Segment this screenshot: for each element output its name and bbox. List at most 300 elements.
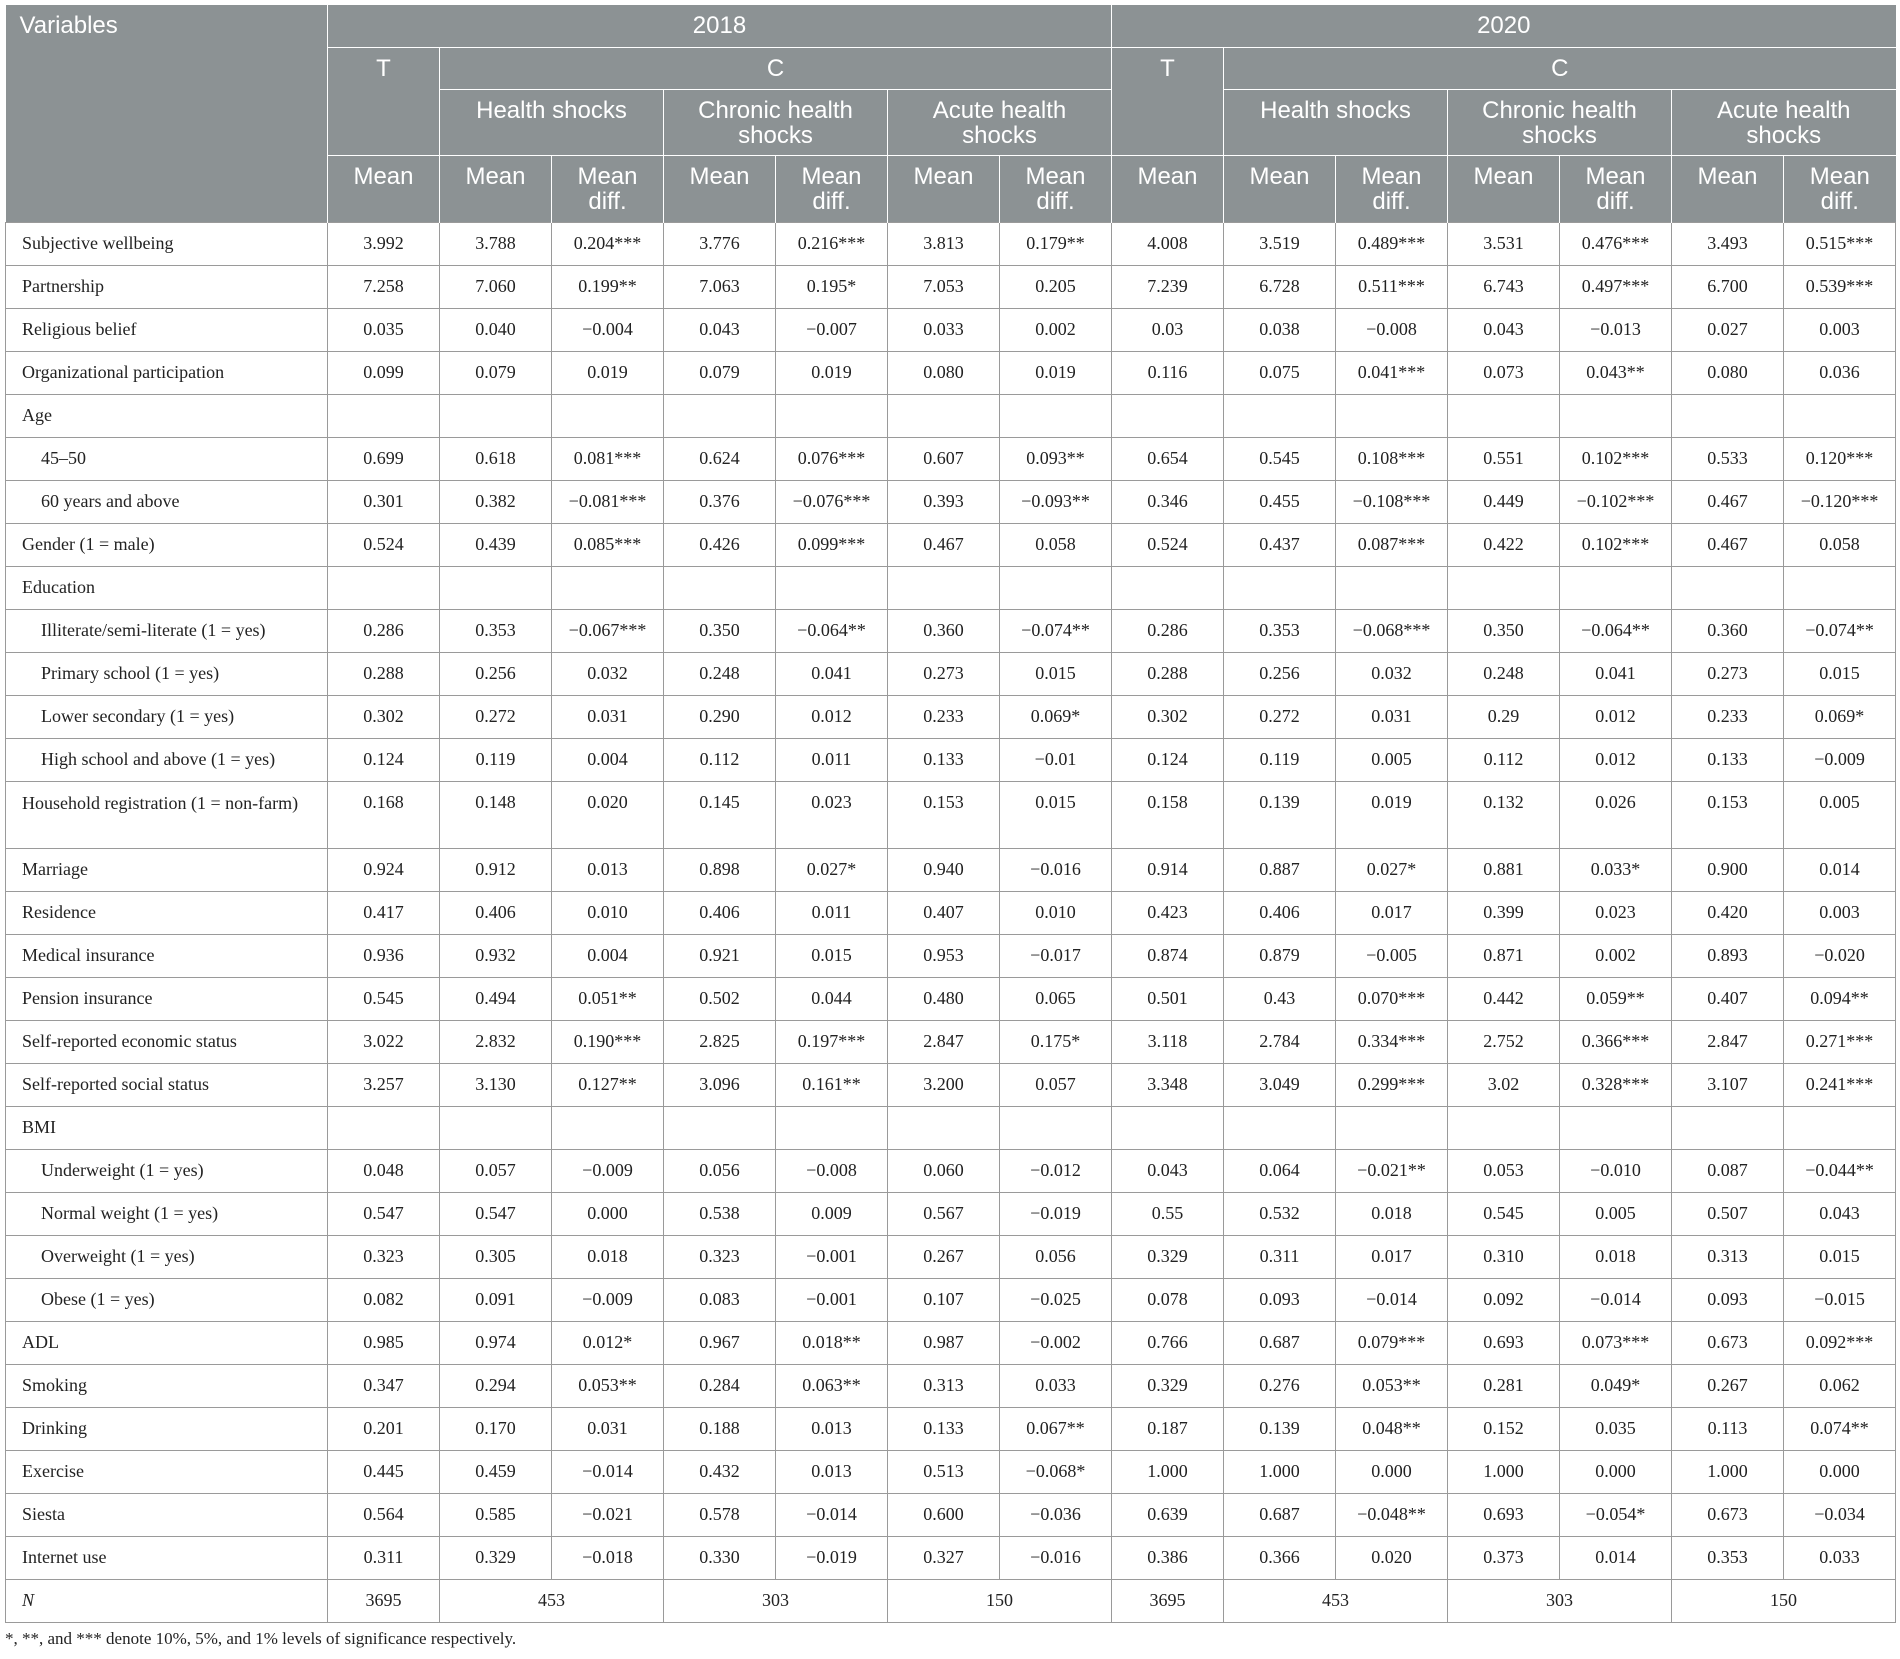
table-cell bbox=[1224, 566, 1336, 609]
table-cell: −0.014 bbox=[1336, 1278, 1448, 1321]
table-cell: −0.064** bbox=[776, 609, 888, 652]
mean-diff-column-header: Mean diff. bbox=[776, 155, 888, 222]
table-cell: 0.330 bbox=[664, 1536, 776, 1579]
table-cell: 0.216*** bbox=[776, 222, 888, 265]
table-cell: 0.407 bbox=[888, 891, 1000, 934]
table-cell: 0.041 bbox=[776, 652, 888, 695]
table-row bbox=[6, 566, 1896, 609]
table-cell: −0.009 bbox=[1784, 738, 1896, 781]
table-row bbox=[6, 695, 1896, 738]
table-cell: 0.366 bbox=[1224, 1536, 1336, 1579]
table-cell: 0.205 bbox=[1000, 265, 1112, 308]
table-cell: 6.700 bbox=[1672, 265, 1784, 308]
mean-column-header: Mean bbox=[1448, 155, 1560, 222]
table-cell: 0.175* bbox=[1000, 1020, 1112, 1063]
table-cell: 0.033 bbox=[1000, 1364, 1112, 1407]
table-cell: −0.001 bbox=[776, 1278, 888, 1321]
table-cell: 0.060 bbox=[888, 1149, 1000, 1192]
table-cell: 0.480 bbox=[888, 977, 1000, 1020]
table-cell: 0.081*** bbox=[552, 437, 664, 480]
table-cell: 0.350 bbox=[1448, 609, 1560, 652]
table-cell: 0.023 bbox=[776, 781, 888, 848]
table-cell: 2.825 bbox=[664, 1020, 776, 1063]
table-cell: 0.170 bbox=[440, 1407, 552, 1450]
mean-column-header: Mean bbox=[1224, 155, 1336, 222]
table-cell: 0.524 bbox=[328, 523, 440, 566]
table-cell: 0.079 bbox=[440, 351, 552, 394]
table-cell: 0.053 bbox=[1448, 1149, 1560, 1192]
table-cell: 3.118 bbox=[1112, 1020, 1224, 1063]
table-cell: 0.002 bbox=[1560, 934, 1672, 977]
table-cell: 0.373 bbox=[1448, 1536, 1560, 1579]
table-cell: 0.009 bbox=[776, 1192, 888, 1235]
table-cell: 0.087 bbox=[1672, 1149, 1784, 1192]
table-row bbox=[6, 1278, 1896, 1321]
table-cell bbox=[1000, 1106, 1112, 1149]
table-cell: 0.124 bbox=[1112, 738, 1224, 781]
table-cell bbox=[440, 566, 552, 609]
row-label: Primary school (1 = yes) bbox=[6, 652, 328, 695]
table-row bbox=[6, 1321, 1896, 1364]
table-cell: 0.328*** bbox=[1560, 1063, 1672, 1106]
table-cell: 0.153 bbox=[1672, 781, 1784, 848]
table-cell: 0.069* bbox=[1784, 695, 1896, 738]
table-cell: 0.035 bbox=[328, 308, 440, 351]
table-cell: 0.014 bbox=[1560, 1536, 1672, 1579]
table-cell: 0.058 bbox=[1784, 523, 1896, 566]
table-cell: 0.057 bbox=[440, 1149, 552, 1192]
table-cell: 0.467 bbox=[1672, 480, 1784, 523]
table-cell: 0.023 bbox=[1560, 891, 1672, 934]
table-cell: 3.531 bbox=[1448, 222, 1560, 265]
table-cell: 0.310 bbox=[1448, 1235, 1560, 1278]
row-label: Gender (1 = male) bbox=[6, 523, 328, 566]
table-cell: 0.082 bbox=[328, 1278, 440, 1321]
table-cell bbox=[1672, 566, 1784, 609]
table-cell bbox=[1112, 1106, 1224, 1149]
table-cell: −0.019 bbox=[776, 1536, 888, 1579]
table-cell: −0.009 bbox=[552, 1149, 664, 1192]
table-cell: 0.437 bbox=[1224, 523, 1336, 566]
health-shocks-header-2018: Health shocks bbox=[440, 89, 664, 155]
mean-column-header: Mean bbox=[1672, 155, 1784, 222]
table-cell: 0.139 bbox=[1224, 781, 1336, 848]
mean-column-header: Mean bbox=[888, 155, 1000, 222]
table-cell bbox=[664, 394, 776, 437]
table-cell: 0.190*** bbox=[552, 1020, 664, 1063]
table-row bbox=[6, 394, 1896, 437]
row-label: Normal weight (1 = yes) bbox=[6, 1192, 328, 1235]
mean-column-header: Mean bbox=[664, 155, 776, 222]
table-cell: 0.288 bbox=[328, 652, 440, 695]
table-cell: 0.924 bbox=[328, 848, 440, 891]
table-cell: 0.898 bbox=[664, 848, 776, 891]
table-cell: −0.025 bbox=[1000, 1278, 1112, 1321]
table-cell: −0.012 bbox=[1000, 1149, 1112, 1192]
sample-size-cell: 150 bbox=[888, 1579, 1112, 1622]
table-cell bbox=[1784, 566, 1896, 609]
table-cell: 0.005 bbox=[1784, 781, 1896, 848]
table-cell: 0.015 bbox=[1784, 652, 1896, 695]
row-label: Overweight (1 = yes) bbox=[6, 1235, 328, 1278]
table-cell: 3.348 bbox=[1112, 1063, 1224, 1106]
table-cell: 0.350 bbox=[664, 609, 776, 652]
table-cell: 0.693 bbox=[1448, 1493, 1560, 1536]
table-cell: 0.422 bbox=[1448, 523, 1560, 566]
mean-diff-column-header: Mean diff. bbox=[1560, 155, 1672, 222]
table-cell: 0.012 bbox=[1560, 695, 1672, 738]
row-label: Pension insurance bbox=[6, 977, 328, 1020]
table-row bbox=[6, 934, 1896, 977]
table-cell: −0.120*** bbox=[1784, 480, 1896, 523]
table-cell: 0.069* bbox=[1000, 695, 1112, 738]
table-cell: 0.076*** bbox=[776, 437, 888, 480]
table-cell: 0.311 bbox=[328, 1536, 440, 1579]
table-cell: 0.545 bbox=[328, 977, 440, 1020]
table-cell: 0.382 bbox=[440, 480, 552, 523]
row-label: Self-reported economic status bbox=[6, 1020, 328, 1063]
table-cell: 0.000 bbox=[552, 1192, 664, 1235]
table-cell: 0.607 bbox=[888, 437, 1000, 480]
table-cell: 0.940 bbox=[888, 848, 1000, 891]
table-cell: −0.020 bbox=[1784, 934, 1896, 977]
year-2020-header: 2020 bbox=[1112, 5, 1896, 47]
table-cell: 0.018** bbox=[776, 1321, 888, 1364]
mean-diff-column-header: Mean diff. bbox=[1784, 155, 1896, 222]
table-cell bbox=[888, 566, 1000, 609]
table-cell: 0.524 bbox=[1112, 523, 1224, 566]
table-cell: 0.092*** bbox=[1784, 1321, 1896, 1364]
table-cell: 0.329 bbox=[1112, 1235, 1224, 1278]
table-cell: 0.442 bbox=[1448, 977, 1560, 1020]
table-cell: −0.067*** bbox=[552, 609, 664, 652]
table-cell: 0.347 bbox=[328, 1364, 440, 1407]
table-cell: 3.813 bbox=[888, 222, 1000, 265]
table-cell: 0.276 bbox=[1224, 1364, 1336, 1407]
table-cell: 0.459 bbox=[440, 1450, 552, 1493]
table-cell bbox=[1672, 394, 1784, 437]
table-cell: 0.533 bbox=[1672, 437, 1784, 480]
table-cell: 0.511*** bbox=[1336, 265, 1448, 308]
table-cell: 0.032 bbox=[1336, 652, 1448, 695]
table-cell: 0.003 bbox=[1784, 891, 1896, 934]
table-cell: −0.021** bbox=[1336, 1149, 1448, 1192]
table-cell: 0.334*** bbox=[1336, 1020, 1448, 1063]
table-cell: 0.376 bbox=[664, 480, 776, 523]
table-cell: 3.493 bbox=[1672, 222, 1784, 265]
table-cell: 0.360 bbox=[888, 609, 1000, 652]
table-cell: 0.040 bbox=[440, 308, 552, 351]
table-cell: 0.507 bbox=[1672, 1192, 1784, 1235]
table-cell: 0.013 bbox=[776, 1407, 888, 1450]
table-cell: 0.132 bbox=[1448, 781, 1560, 848]
table-cell: −0.009 bbox=[552, 1278, 664, 1321]
table-cell bbox=[1784, 394, 1896, 437]
table-cell: 0.386 bbox=[1112, 1536, 1224, 1579]
table-cell: 7.239 bbox=[1112, 265, 1224, 308]
table-cell: 0.015 bbox=[1784, 1235, 1896, 1278]
table-cell: −0.021 bbox=[552, 1493, 664, 1536]
table-cell bbox=[328, 394, 440, 437]
table-cell: 2.784 bbox=[1224, 1020, 1336, 1063]
table-cell: 0.489*** bbox=[1336, 222, 1448, 265]
table-cell: 0.871 bbox=[1448, 934, 1560, 977]
table-cell bbox=[888, 1106, 1000, 1149]
table-cell: 2.847 bbox=[888, 1020, 1000, 1063]
table-cell: 0.881 bbox=[1448, 848, 1560, 891]
row-label: Drinking bbox=[6, 1407, 328, 1450]
row-label: Internet use bbox=[6, 1536, 328, 1579]
table-cell: 0.43 bbox=[1224, 977, 1336, 1020]
table-cell: 0.179** bbox=[1000, 222, 1112, 265]
row-label: Exercise bbox=[6, 1450, 328, 1493]
row-label: Subjective wellbeing bbox=[6, 222, 328, 265]
table-cell: 0.093** bbox=[1000, 437, 1112, 480]
row-label: ADL bbox=[6, 1321, 328, 1364]
mean-column-header: Mean bbox=[440, 155, 552, 222]
table-cell: 0.497*** bbox=[1560, 265, 1672, 308]
table-cell: 0.699 bbox=[328, 437, 440, 480]
table-cell: −0.036 bbox=[1000, 1493, 1112, 1536]
table-cell: 0.133 bbox=[888, 738, 1000, 781]
table-cell: 0.879 bbox=[1224, 934, 1336, 977]
table-row bbox=[6, 1407, 1896, 1450]
row-label: 60 years and above bbox=[6, 480, 328, 523]
chronic-health-shocks-header-2018: Chronic health shocks bbox=[664, 89, 888, 155]
table-cell: 0.914 bbox=[1112, 848, 1224, 891]
table-cell: 3.02 bbox=[1448, 1063, 1560, 1106]
sample-size-cell: 303 bbox=[1448, 1579, 1672, 1622]
table-cell: 0.065 bbox=[1000, 977, 1112, 1020]
table-cell: 0.624 bbox=[664, 437, 776, 480]
table-cell: 0.020 bbox=[552, 781, 664, 848]
table-cell: 0.093 bbox=[1672, 1278, 1784, 1321]
table-cell bbox=[1224, 394, 1336, 437]
table-cell: 0.273 bbox=[888, 652, 1000, 695]
table-cell: 0.004 bbox=[552, 738, 664, 781]
table-row bbox=[6, 1020, 1896, 1063]
table-cell: 0.887 bbox=[1224, 848, 1336, 891]
table-cell: 0.004 bbox=[552, 934, 664, 977]
table-cell: 0.346 bbox=[1112, 480, 1224, 523]
sample-size-cell: 303 bbox=[664, 1579, 888, 1622]
treatment-header-2020: T bbox=[1112, 47, 1224, 155]
significance-footnote: *, **, and *** denote 10%, 5%, and 1% levels of significance respectively. bbox=[5, 1628, 517, 1648]
table-cell: 0.003 bbox=[1784, 308, 1896, 351]
table-cell: 0.03 bbox=[1112, 308, 1224, 351]
table-cell: 0.936 bbox=[328, 934, 440, 977]
mean-diff-column-header: Mean diff. bbox=[1000, 155, 1112, 222]
table-cell: 0.027* bbox=[776, 848, 888, 891]
table-cell bbox=[1112, 566, 1224, 609]
table-cell: 0.273 bbox=[1672, 652, 1784, 695]
table-cell bbox=[328, 1106, 440, 1149]
table-row bbox=[6, 1192, 1896, 1235]
table-cell: 0.043** bbox=[1560, 351, 1672, 394]
table-cell: 0.417 bbox=[328, 891, 440, 934]
table-cell: 0.766 bbox=[1112, 1321, 1224, 1364]
table-cell: 0.051** bbox=[552, 977, 664, 1020]
table-cell: 0.267 bbox=[1672, 1364, 1784, 1407]
table-cell: 0.043 bbox=[1784, 1192, 1896, 1235]
table-cell: 0.018 bbox=[1560, 1235, 1672, 1278]
table-cell: 0.026 bbox=[1560, 781, 1672, 848]
table-cell: 0.29 bbox=[1448, 695, 1560, 738]
row-label: Lower secondary (1 = yes) bbox=[6, 695, 328, 738]
table-cell: 0.201 bbox=[328, 1407, 440, 1450]
table-cell: 0.002 bbox=[1000, 308, 1112, 351]
table-cell: 0.036 bbox=[1784, 351, 1896, 394]
table-cell: 0.091 bbox=[440, 1278, 552, 1321]
table-cell: 0.302 bbox=[1112, 695, 1224, 738]
table-cell: 0.311 bbox=[1224, 1235, 1336, 1278]
table-cell: −0.108*** bbox=[1336, 480, 1448, 523]
table-cell: 0.019 bbox=[1336, 781, 1448, 848]
table-cell: 0.639 bbox=[1112, 1493, 1224, 1536]
table-cell: 0.353 bbox=[440, 609, 552, 652]
table-cell: 0.874 bbox=[1112, 934, 1224, 977]
table-cell: 0.092 bbox=[1448, 1278, 1560, 1321]
acute-health-shocks-header-2020: Acute health shocks bbox=[1672, 89, 1896, 155]
table-header bbox=[6, 5, 1896, 222]
table-row bbox=[6, 1450, 1896, 1493]
table-cell: −0.019 bbox=[1000, 1192, 1112, 1235]
table-cell: −0.034 bbox=[1784, 1493, 1896, 1536]
table-row bbox=[6, 480, 1896, 523]
table-cell: 0.953 bbox=[888, 934, 1000, 977]
table-cell: 0.033 bbox=[1784, 1536, 1896, 1579]
table-cell: −0.008 bbox=[1336, 308, 1448, 351]
table-cell bbox=[1000, 394, 1112, 437]
table-cell: 2.752 bbox=[1448, 1020, 1560, 1063]
table-cell: 0.693 bbox=[1448, 1321, 1560, 1364]
table-cell bbox=[1336, 1106, 1448, 1149]
table-cell: −0.004 bbox=[552, 308, 664, 351]
table-container bbox=[5, 5, 1895, 1649]
treatment-header-2018: T bbox=[328, 47, 440, 155]
table-cell bbox=[776, 1106, 888, 1149]
table-cell: 0.053** bbox=[552, 1364, 664, 1407]
table-cell: 0.080 bbox=[1672, 351, 1784, 394]
table-cell: 0.545 bbox=[1448, 1192, 1560, 1235]
table-cell: 0.094** bbox=[1784, 977, 1896, 1020]
table-cell: 7.060 bbox=[440, 265, 552, 308]
table-cell: 0.153 bbox=[888, 781, 1000, 848]
table-cell: 0.011 bbox=[776, 891, 888, 934]
table-cell bbox=[1784, 1106, 1896, 1149]
table-cell: 0.019 bbox=[1000, 351, 1112, 394]
descriptive-statistics-table bbox=[5, 5, 1896, 1623]
table-cell: 0.031 bbox=[552, 695, 664, 738]
table-cell: 0.011 bbox=[776, 738, 888, 781]
table-cell: 0.012 bbox=[776, 695, 888, 738]
table-cell: 3.200 bbox=[888, 1063, 1000, 1106]
control-header-2018: C bbox=[440, 47, 1112, 89]
table-cell: 0.161** bbox=[776, 1063, 888, 1106]
table-cell: 0.116 bbox=[1112, 351, 1224, 394]
table-cell: 0.476*** bbox=[1560, 222, 1672, 265]
table-cell: 7.258 bbox=[328, 265, 440, 308]
table-cell: 0.083 bbox=[664, 1278, 776, 1321]
table-cell: 0.267 bbox=[888, 1235, 1000, 1278]
table-cell: 0.099 bbox=[328, 351, 440, 394]
table-cell: 0.120*** bbox=[1784, 437, 1896, 480]
table-cell: 0.063** bbox=[776, 1364, 888, 1407]
table-row bbox=[6, 738, 1896, 781]
table-cell: 0.406 bbox=[1224, 891, 1336, 934]
table-cell: 0.366*** bbox=[1560, 1020, 1672, 1063]
table-cell: −0.016 bbox=[1000, 848, 1112, 891]
table-cell: 0.145 bbox=[664, 781, 776, 848]
table-cell: 0.539*** bbox=[1784, 265, 1896, 308]
table-cell: 0.327 bbox=[888, 1536, 1000, 1579]
table-cell: 0.107 bbox=[888, 1278, 1000, 1321]
sample-size-row bbox=[6, 1579, 1896, 1622]
row-label: Self-reported social status bbox=[6, 1063, 328, 1106]
table-cell bbox=[888, 394, 1000, 437]
table-cell: 0.302 bbox=[328, 695, 440, 738]
table-row bbox=[6, 1493, 1896, 1536]
table-cell: 0.017 bbox=[1336, 1235, 1448, 1278]
table-cell: 0.059** bbox=[1560, 977, 1672, 1020]
table-cell: 3.107 bbox=[1672, 1063, 1784, 1106]
table-cell: 0.313 bbox=[1672, 1235, 1784, 1278]
table-cell: 3.257 bbox=[328, 1063, 440, 1106]
table-cell: 7.063 bbox=[664, 265, 776, 308]
table-cell: −0.002 bbox=[1000, 1321, 1112, 1364]
table-cell: 3.776 bbox=[664, 222, 776, 265]
table-cell: −0.048** bbox=[1336, 1493, 1448, 1536]
row-label: Smoking bbox=[6, 1364, 328, 1407]
row-label: Underweight (1 = yes) bbox=[6, 1149, 328, 1192]
table-row bbox=[6, 781, 1896, 848]
table-cell: 0.233 bbox=[888, 695, 1000, 738]
table-row bbox=[6, 265, 1896, 308]
table-cell bbox=[1560, 1106, 1672, 1149]
table-cell: −0.015 bbox=[1784, 1278, 1896, 1321]
table-cell: 0.893 bbox=[1672, 934, 1784, 977]
table-cell: 0.426 bbox=[664, 523, 776, 566]
table-cell: −0.008 bbox=[776, 1149, 888, 1192]
table-cell: 0.005 bbox=[1336, 738, 1448, 781]
table-cell: 0.532 bbox=[1224, 1192, 1336, 1235]
table-row bbox=[6, 1149, 1896, 1192]
table-cell: 0.547 bbox=[440, 1192, 552, 1235]
table-cell: 0.256 bbox=[440, 652, 552, 695]
row-label: Siesta bbox=[6, 1493, 328, 1536]
table-cell: 0.043 bbox=[1448, 308, 1560, 351]
sample-size-cell: 3695 bbox=[1112, 1579, 1224, 1622]
table-cell: 0.974 bbox=[440, 1321, 552, 1364]
row-label: N bbox=[6, 1579, 328, 1622]
table-cell: −0.044** bbox=[1784, 1149, 1896, 1192]
table-cell: 0.049* bbox=[1560, 1364, 1672, 1407]
table-cell: 0.547 bbox=[328, 1192, 440, 1235]
table-cell: 0.618 bbox=[440, 437, 552, 480]
table-cell: 0.043 bbox=[1112, 1149, 1224, 1192]
sample-size-cell: 3695 bbox=[328, 1579, 440, 1622]
table-cell: 1.000 bbox=[1224, 1450, 1336, 1493]
table-cell: 0.038 bbox=[1224, 308, 1336, 351]
table-cell: 0.093 bbox=[1224, 1278, 1336, 1321]
table-cell: 0.449 bbox=[1448, 480, 1560, 523]
table-row bbox=[6, 523, 1896, 566]
table-cell: 0.013 bbox=[776, 1450, 888, 1493]
table-cell: 0.439 bbox=[440, 523, 552, 566]
table-cell: 0.329 bbox=[1112, 1364, 1224, 1407]
table-cell: 0.015 bbox=[1000, 781, 1112, 848]
table-cell: 0.513 bbox=[888, 1450, 1000, 1493]
